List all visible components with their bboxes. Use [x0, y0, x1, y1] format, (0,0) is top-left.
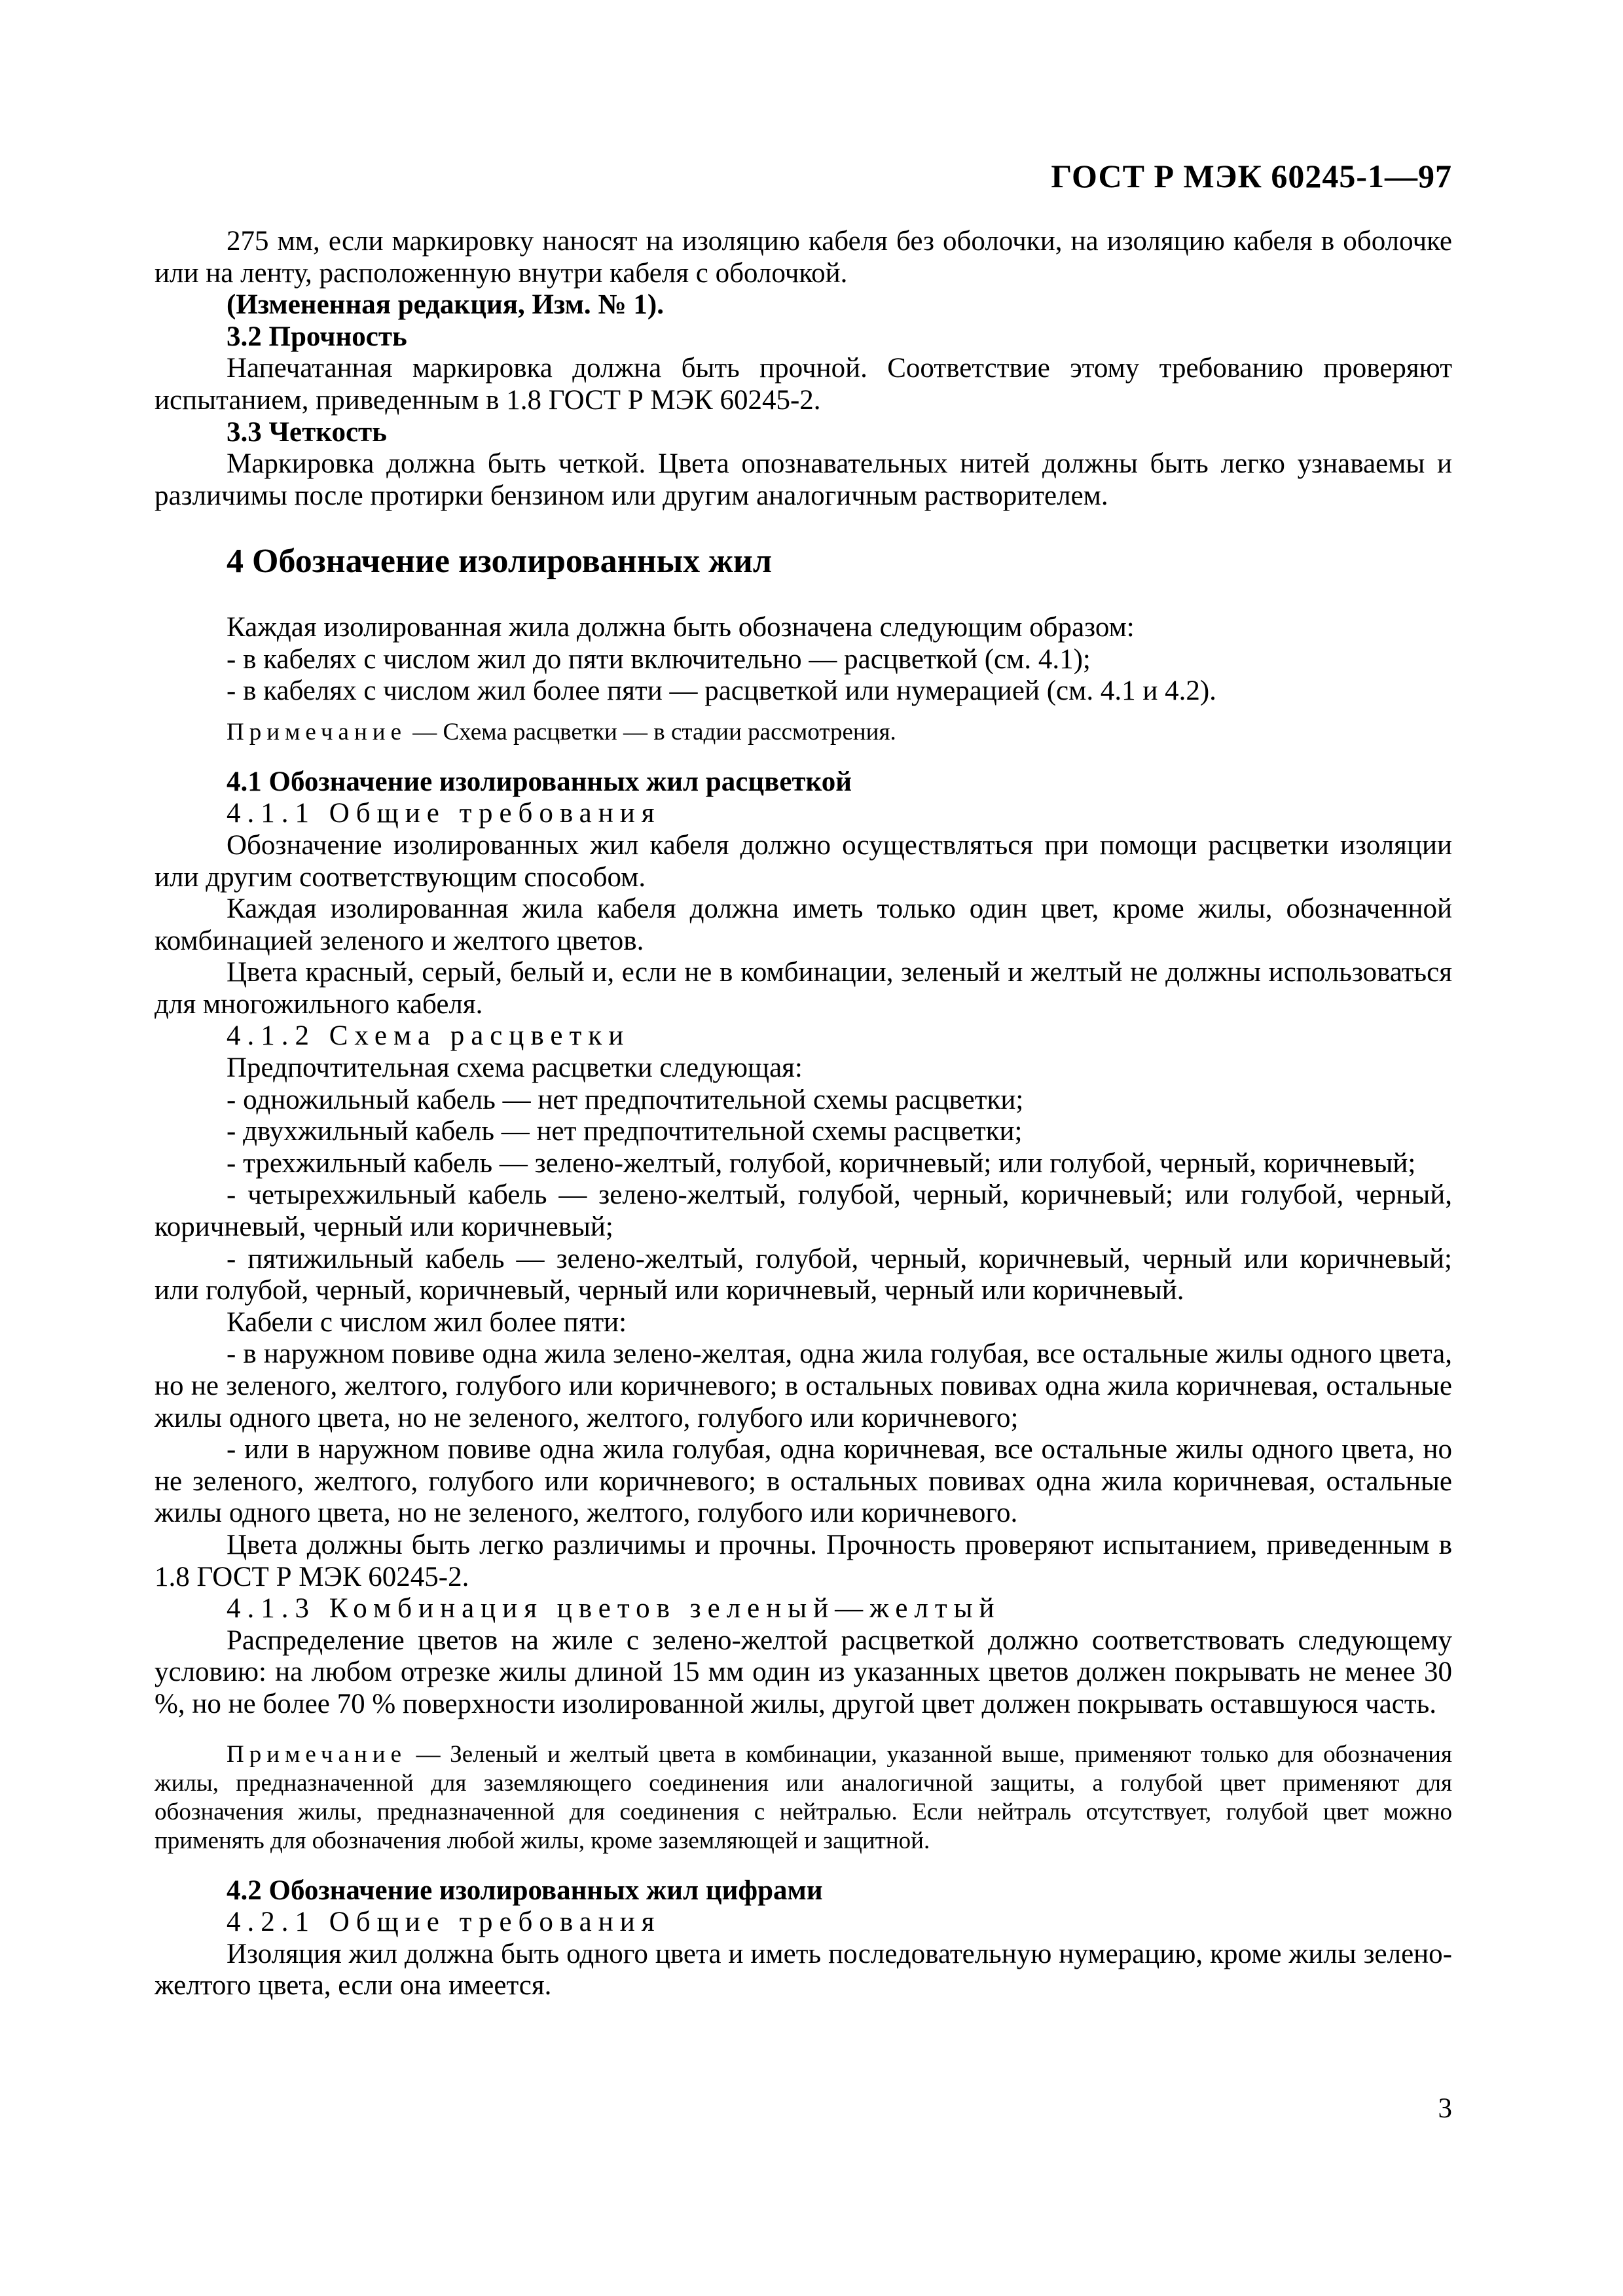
- list-item: - в кабелях с числом жил до пяти включительно — расцветкой (см. 4.1);: [227, 643, 1091, 675]
- paragraph: Маркировка должна быть четкой. Цвета опознавательных нитей должны быть легко узнаваемы и различимы после протирки бензином или другим аналогичным растворителем.: [155, 448, 1452, 511]
- paragraph: 275 мм, если маркировку наносят на изоляцию кабеля без оболочки, на изоляцию кабеля в оболочке или на ленту, расположенную внутри кабеля с оболочкой.: [155, 226, 1452, 289]
- list-item: - пятижильный кабель — зелено-желтый, голубой, черный, коричневый, черный или коричневый; или голубой, черный, коричневый, черный или коричневый, черный или коричневый.: [155, 1243, 1452, 1306]
- page-number: 3: [1438, 2093, 1452, 2124]
- note-label: Примечание: [227, 1740, 407, 1768]
- list-item: - или в наружном повиве одна жила голубая, одна коричневая, все остальные жилы одного цвета, но не зеленого, желтого, голубого или коричневого; в остальных повивах одна жила коричневая, остальные жилы одного цвета, но не зеленого, желтого, голубого или коричневого.: [155, 1434, 1452, 1529]
- paragraph: Предпочтительная схема расцветки следующая:: [227, 1052, 803, 1084]
- note: [155, 1740, 1452, 1856]
- note-text: — Зеленый и желтый цвета в комбинации, указанной выше, применяют только для обозначения жилы, предназначенной для заземляющего соединения или аналогичной защиты, а голубой цвет применяют для обозначения жилы, предназначенной для соединения с нейтралью. Если нейтраль отсутствует, голубой цвет можно применять для обозначения любой жилы, кроме заземляющей и защитной.: [155, 1740, 1452, 1854]
- list-item: - в кабелях с числом жил более пяти — расцветкой или нумерацией (см. 4.1 и 4.2).: [227, 675, 1216, 707]
- section-heading-4-1: 4.1 Обозначение изолированных жил расцветкой: [227, 766, 852, 797]
- section-heading-4-2: 4.2 Обозначение изолированных жил цифрами: [227, 1874, 823, 1906]
- paragraph: Кабели с числом жил более пяти:: [227, 1306, 627, 1338]
- subsection-heading-4-2-1: 4.2.1 Общие требования: [227, 1907, 661, 1938]
- paragraph: Цвета должны быть легко различимы и прочны. Прочность проверяют испытанием, приведенным в 1.8 ГОСТ Р МЭК 60245-2.: [155, 1529, 1452, 1592]
- list-item: - двухжильный кабель — нет предпочтительной схемы расцветки;: [227, 1116, 1023, 1147]
- list-item: - трехжильный кабель — зелено-желтый, голубой, коричневый; или голубой, черный, коричневый;: [227, 1147, 1416, 1179]
- paragraph: Каждая изолированная жила кабеля должна иметь только один цвет, кроме жилы, обозначенной комбинацией зеленого и желтого цветов.: [155, 893, 1452, 956]
- paragraph: Распределение цветов на жиле с зелено-желтой расцветкой должно соответствовать следующему условию: на любом отрезке жилы длиной 15 мм один из указанных цветов должен покрывать не менее 30 %, но не более 70 % поверхности изолированной жилы, другой цвет должен покрывать оставшуюся часть.: [155, 1624, 1452, 1719]
- paragraph: Обозначение изолированных жил кабеля должно осуществляться при помощи расцветки изоляции или другим соответствующим способом.: [155, 829, 1452, 893]
- section-heading-4: 4 Обозначение изолированных жил: [227, 543, 773, 581]
- subsection-heading-4-1-1: 4.1.1 Общие требования: [227, 798, 661, 829]
- note-label: Примечание: [227, 718, 407, 745]
- note: [155, 718, 1452, 747]
- paragraph: Цвета красный, серый, белый и, если не в комбинации, зеленый и желтый не должны использоваться для многожильного кабеля.: [155, 957, 1452, 1020]
- section-heading-3-3: 3.3 Четкость: [227, 416, 387, 448]
- list-item: - четырехжильный кабель — зелено-желтый, голубой, черный, коричневый; или голубой, черный, коричневый, черный или коричневый;: [155, 1179, 1452, 1243]
- paragraph: Каждая изолированная жила должна быть обозначена следующим образом:: [227, 611, 1135, 643]
- note-text: — Схема расцветки — в стадии рассмотрения.: [412, 718, 896, 745]
- subsection-heading-4-1-3: 4.1.3 Комбинация цветов зеленый—желтый: [227, 1593, 1001, 1624]
- document-header: ГОСТ Р МЭК 60245-1—97: [1051, 158, 1452, 194]
- subsection-heading-4-1-2: 4.1.2 Схема расцветки: [227, 1020, 630, 1052]
- document-body: [155, 226, 1452, 2002]
- paragraph: Изоляция жил должна быть одного цвета и иметь последовательную нумерацию, кроме жилы зелено-желтого цвета, если она имеется.: [155, 1938, 1452, 2001]
- list-item: - одножильный кабель — нет предпочтительной схемы расцветки;: [227, 1084, 1024, 1115]
- section-heading-3-2: 3.2 Прочность: [227, 321, 407, 352]
- list-item: - в наружном повиве одна жила зелено-желтая, одна жила голубая, все остальные жилы одного цвета, но не зеленого, желтого, голубого или коричневого; в остальных повивах одна жила коричневая, остальные жилы одного цвета, но не зеленого, желтого, голубого или коричневого;: [155, 1338, 1452, 1433]
- paragraph: Напечатанная маркировка должна быть прочной. Соответствие этому требованию проверяют испытанием, приведенным в 1.8 ГОСТ Р МЭК 60245-2.: [155, 353, 1452, 416]
- amendment-note: (Измененная редакция, Изм. № 1).: [227, 289, 664, 321]
